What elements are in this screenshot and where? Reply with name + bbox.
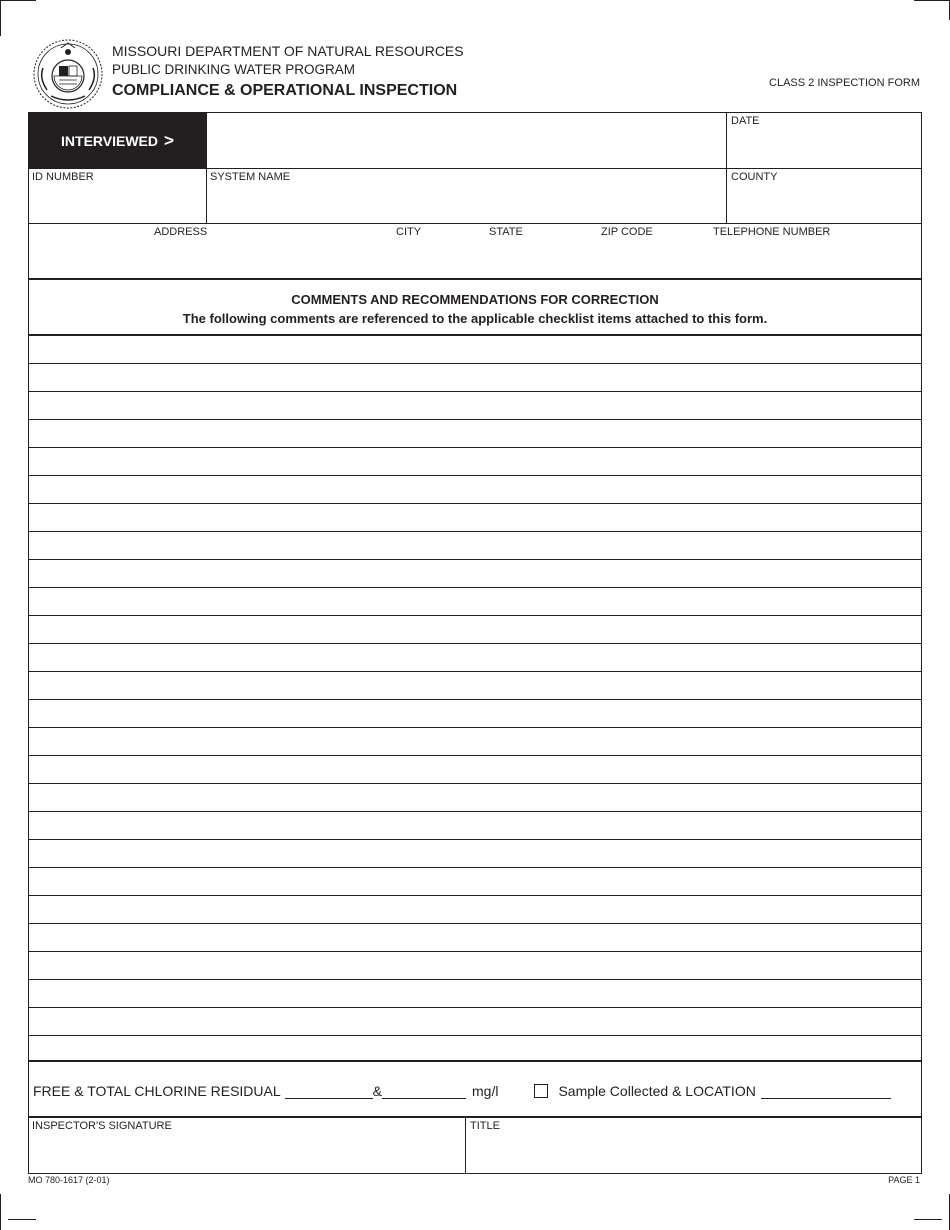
inspector-signature-label: INSPECTOR'S SIGNATURE [32,1120,172,1132]
free-chlorine-field[interactable] [285,1084,373,1099]
divider [29,278,921,280]
interviewed-arrow-icon: > [164,130,174,150]
city-label: CITY [396,226,422,238]
comment-line[interactable] [29,896,921,924]
title-label: TITLE [470,1120,500,1132]
comment-line[interactable] [29,504,921,532]
department-name: MISSOURI DEPARTMENT OF NATURAL RESOURCES [112,43,464,59]
comments-header [29,290,921,328]
interviewed-label [29,113,206,168]
comments-heading: COMMENTS AND RECOMMENDATIONS FOR CORRECTION [291,292,659,307]
chlorine-unit: mg/l [472,1083,499,1099]
date-label: DATE [731,115,760,127]
county-field[interactable] [727,169,921,223]
comment-line[interactable] [29,644,921,672]
county-label: COUNTY [731,171,778,183]
inspector-signature-field[interactable] [29,1118,465,1173]
telephone-label: TELEPHONE NUMBER [713,226,831,238]
chlorine-row [33,1083,891,1099]
state-seal-icon [31,38,105,110]
interviewed-text: INTERVIEWED [61,132,159,149]
sample-collected-checkbox[interactable] [534,1084,548,1098]
state-label: STATE [489,226,523,238]
chlorine-label: FREE & TOTAL CHLORINE RESIDUAL [33,1083,281,1099]
system-name-field[interactable] [207,169,726,223]
comment-line[interactable] [29,420,921,448]
zip-code-label: ZIP CODE [601,226,653,238]
comment-line[interactable] [29,924,921,952]
divider [29,1060,921,1062]
comment-line[interactable] [29,840,921,868]
crop-mark [8,1219,36,1220]
crop-mark [0,1194,1,1230]
comment-line[interactable] [29,336,921,364]
comment-line[interactable] [29,364,921,392]
program-name: PUBLIC DRINKING WATER PROGRAM [112,62,356,77]
total-chlorine-field[interactable] [382,1084,466,1099]
comment-line[interactable] [29,532,921,560]
chlorine-ampersand: & [372,1083,382,1099]
date-field[interactable] [727,113,921,168]
comment-line[interactable] [29,392,921,420]
system-name-label: SYSTEM NAME [210,171,291,183]
crop-mark [0,0,36,1]
comment-line[interactable] [29,980,921,1008]
comment-line[interactable] [29,1008,921,1036]
comment-line[interactable] [29,1036,921,1063]
comment-line[interactable] [29,448,921,476]
comment-line[interactable] [29,952,921,980]
id-number-field[interactable] [29,169,206,223]
id-number-label: ID NUMBER [32,171,94,183]
comment-line[interactable] [29,868,921,896]
comment-line[interactable] [29,476,921,504]
page-title: COMPLIANCE & OPERATIONAL INSPECTION [112,82,458,99]
address-label: ADDRESS [154,226,208,238]
comment-line[interactable] [29,700,921,728]
comment-line[interactable] [29,616,921,644]
comment-line[interactable] [29,588,921,616]
sample-location-field[interactable] [761,1084,891,1099]
title-field[interactable] [466,1118,921,1173]
comment-line[interactable] [29,728,921,756]
comment-line[interactable] [29,812,921,840]
comment-line[interactable] [29,756,921,784]
page-number: PAGE 1 [888,1175,920,1185]
inspection-form [28,112,922,1174]
comment-line[interactable] [29,560,921,588]
crop-mark [914,1219,942,1220]
form-class-label: CLASS 2 INSPECTION FORM [769,77,920,89]
sample-collected-label: Sample Collected & LOCATION [558,1083,756,1099]
comment-line[interactable] [29,784,921,812]
interviewed-field[interactable] [206,113,726,168]
comment-line[interactable] [29,672,921,700]
crop-mark [0,0,1,36]
form-number: MO 780-1617 (2-01) [28,1175,110,1185]
comments-subheading: The following comments are referenced to the applicable checklist items attached to this form. [182,311,768,326]
crop-mark [914,0,950,1]
address-field[interactable] [29,224,921,278]
comment-lines [29,336,921,1063]
